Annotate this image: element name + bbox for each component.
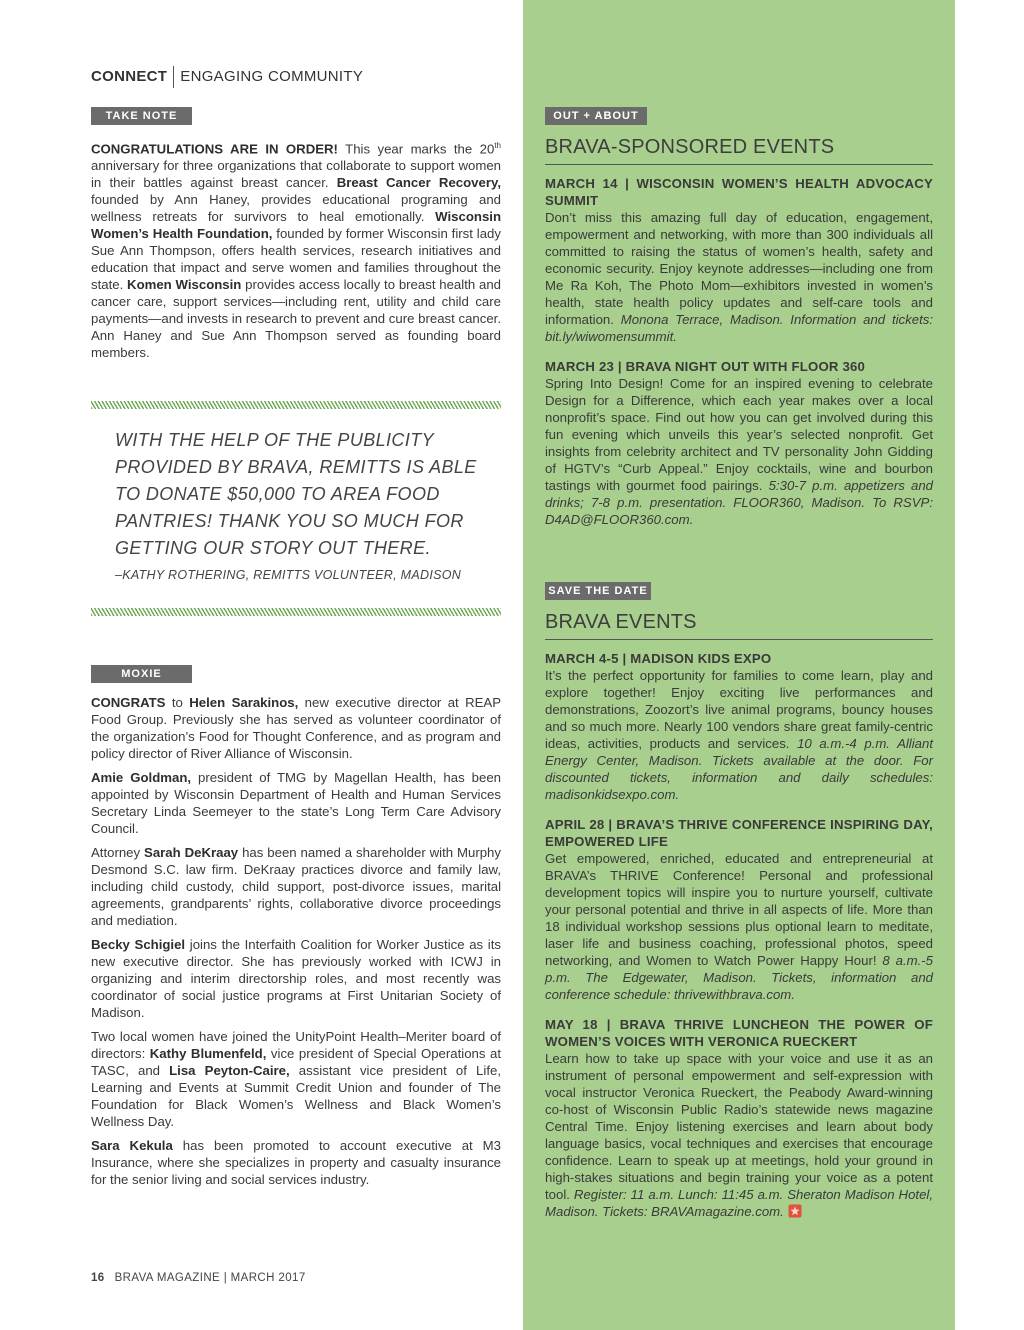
text-run: has been named a shareholder with Murphy Desmond S.C. law firm. DeKraay practices divorce and family law, including child custody, child support, post-divorce issues, marital agreements, grandparents’ rights, collaborative divorce proceedings and mediation. bbox=[91, 845, 501, 928]
brava-end-mark-icon bbox=[788, 1204, 802, 1218]
event-item bbox=[545, 358, 933, 528]
text-run: Two local women have joined the UnityPoint Health–Meriter board of directors: bbox=[91, 1029, 501, 1061]
page-footer bbox=[91, 1272, 306, 1284]
moxie-tag: MOXIE bbox=[91, 665, 192, 683]
moxie-paragraph bbox=[91, 844, 501, 929]
person-name: Sarah DeKraay bbox=[144, 845, 239, 860]
save-the-date-tag: SAVE THE DATE bbox=[545, 582, 651, 600]
moxie-paragraph bbox=[91, 769, 501, 837]
person-name: Sara Kekula bbox=[91, 1138, 173, 1153]
take-note-paragraph bbox=[91, 137, 501, 361]
text-run: founded by former Wisconsin first lady Sue Ann Thompson, offers health services, research initiatives and education that impact and serve women and families throughout the state. bbox=[91, 226, 501, 293]
event-details: 5:30-7 p.m. appetizers and drinks; 7-8 p.m. presentation. FLOOR360, Madison. To RSVP: D4AD@FLOOR360.com. bbox=[545, 478, 933, 527]
quote-attribution: –KATHY ROTHERING, REMITTS VOLUNTEER, MADISON bbox=[115, 568, 462, 582]
text-run: president of TMG by Magellan Health, has been appointed by Wisconsin Department of Health and Human Services Secretary Linda Seemeyer to the state’s Long Term Care Advisory Council. bbox=[91, 770, 501, 836]
page-number: 16 bbox=[91, 1272, 105, 1284]
person-name: Becky Schigiel bbox=[91, 937, 186, 952]
moxie-paragraph bbox=[91, 936, 501, 1021]
text-run: founded by Ann Haney, provides educational programing and wellness retreats for survivors to heal emotionally. bbox=[91, 192, 501, 225]
brava-events-title: BRAVA EVENTS bbox=[545, 611, 933, 640]
take-note-article bbox=[91, 137, 501, 368]
event-description: Learn how to take up space with your voice and use it as an instrument of personal empowerment and self-expression with vocal instructor Veronica Rueckert, the Peabody Award-winning co-host of Wisconsin Public Radio’s statewide news magazine Central Time. Enjoy listening exercises and learn about body language basics, vocal techniques and exercises that encourage confidence. Learn to speak up at meetings, hold your ground in high-stakes situations and begin training your voice as a potent tool. bbox=[545, 1051, 933, 1202]
moxie-paragraph bbox=[91, 1028, 501, 1130]
event-item bbox=[545, 175, 933, 345]
event-item bbox=[545, 650, 933, 803]
brava-events-list bbox=[545, 650, 933, 1233]
event-body bbox=[545, 1050, 933, 1220]
text-run: joins the Interfaith Coalition for Worker Justice as its new executive director. She has previously worked with ICWJ in organizing and interim directorship roles, and most recently was coordinator of social justice programs at First Unitarian Society of Madison. bbox=[91, 937, 501, 1020]
event-heading: MARCH 23 | BRAVA NIGHT OUT WITH FLOOR 360 bbox=[545, 359, 866, 374]
text-run: Attorney bbox=[91, 845, 145, 860]
event-details: 10 a.m.-4 p.m. Alliant Energy Center, Madison. Tickets available at the door. For discounted tickets, information and daily schedules: madisonkidsexpo.com. bbox=[545, 736, 933, 802]
text-run: has been promoted to account executive at M3 Insurance, where she specializes in property and casualty insurance for the senior living and social services industry. bbox=[91, 1138, 501, 1187]
header-divider bbox=[173, 66, 174, 88]
moxie-article bbox=[91, 694, 501, 1195]
bold-run: CONGRATS bbox=[91, 695, 166, 710]
text-run: to bbox=[165, 695, 190, 710]
sponsored-events-list bbox=[545, 175, 933, 541]
event-body bbox=[545, 850, 933, 1003]
person-name: Kathy Blumenfeld, bbox=[149, 1046, 267, 1061]
event-body bbox=[545, 209, 933, 345]
person-name: Amie Goldman, bbox=[91, 770, 192, 785]
org-name: Wisconsin Women’s Health Foundation, bbox=[91, 209, 501, 242]
org-name: Komen Wisconsin bbox=[127, 277, 242, 293]
event-description: It’s the perfect opportunity for families to come learn, play and explore together! Enjoy exciting live performances and demonstrations, Zoozort’s live animal programs, bouncy houses and so much more. Nearly 100 vendors share great family-centric ideas, activities, products and services. bbox=[545, 668, 933, 751]
event-item bbox=[545, 1016, 933, 1220]
text-run: anniversary for three organizations that collaborate to support women in their battles against breast cancer. bbox=[91, 158, 501, 191]
event-heading: MAY 18 | BRAVA THRIVE LUNCHEON THE POWER OF WOMEN’S VOICES WITH VERONICA RUECKERT bbox=[545, 1017, 933, 1049]
event-description: Don’t miss this amazing full day of education, engagement, empowerment and networking, with more than 300 individuals all committed to raising the status of women’s health, safety and economic security. Enjoy keynote addresses—including one from Me Ra Koh, The Photo Mom—exhibitors invested in women’s health, state health policy updates and self-care tools and information. bbox=[545, 210, 933, 327]
event-heading: APRIL 28 | BRAVA’S THRIVE CONFERENCE INSPIRING DAY, EMPOWERED LIFE bbox=[545, 817, 933, 849]
event-details: Monona Terrace, Madison. Information and tickets: bit.ly/wiwomensummit. bbox=[545, 312, 933, 344]
text-run: This year marks the 20 bbox=[337, 141, 495, 157]
out-about-tag: OUT + ABOUT bbox=[545, 107, 647, 125]
subsection-name: ENGAGING COMMUNITY bbox=[180, 67, 364, 85]
event-description: Spring Into Design! Come for an inspired evening to celebrate Design for a Difference, which each year makes over a local nonprofit’s space. Find out how you can get involved during this fun evening which unveils this year’s selected nonprofit. Get insights from celebrity architect and TV personality John Gidding of HGTV’s “Curb Appeal.” Enjoy cocktails, wine and bourbon tastings with gourmet food pairings. bbox=[545, 376, 933, 493]
superscript: th bbox=[494, 141, 501, 150]
org-name: Breast Cancer Recovery, bbox=[336, 175, 501, 191]
lead-bold: CONGRATULATIONS ARE IN ORDER! bbox=[91, 141, 338, 157]
pull-quote: WITH THE HELP OF THE PUBLICITY PROVIDED BY BRAVA, REMITTS IS ABLE TO DONATE $50,000 TO AREA FOOD PANTRIES! THANK YOU SO MUCH FOR GETTING OUR STORY OUT THERE. bbox=[115, 430, 477, 558]
event-details: Register: 11 a.m. Lunch: 11:45 a.m. Sheraton Madison Hotel, Madison. Tickets: BRAVAmagazine.com. bbox=[545, 1187, 934, 1219]
text-run: assistant vice president of Life, Learning and Events at Summit Credit Union and founder of The Foundation for Black Women’s Wellness and Black Women’s Wellness Day. bbox=[91, 1063, 501, 1129]
hatch-divider-top bbox=[91, 401, 501, 409]
moxie-paragraph bbox=[91, 694, 501, 762]
event-body bbox=[545, 667, 933, 803]
event-heading: MARCH 14 | WISCONSIN WOMEN’S HEALTH ADVOCACY SUMMIT bbox=[545, 176, 933, 208]
event-item bbox=[545, 816, 933, 1003]
sponsored-events-title: BRAVA-SPONSORED EVENTS bbox=[545, 136, 933, 165]
hatch-divider-bottom bbox=[91, 608, 501, 616]
event-heading: MARCH 4-5 | MADISON KIDS EXPO bbox=[545, 651, 772, 666]
section-name: CONNECT bbox=[91, 67, 168, 85]
section-header bbox=[91, 66, 363, 88]
text-run: provides access locally to breast health and cancer care, support services—including rent, utility and child care payments—and invests in research to prevent and cure breast cancer. Ann Haney and Sue Ann Thompson served as founding board members. bbox=[91, 277, 501, 361]
event-body bbox=[545, 375, 933, 528]
take-note-tag: TAKE NOTE bbox=[91, 107, 192, 125]
event-details: 8 a.m.-5 p.m. The Edgewater, Madison. Tickets, information and conference schedule: thrivewithbrava.com. bbox=[545, 953, 934, 1002]
text-run: new executive director at REAP Food Group. Previously she has served as volunteer coordinator of the organization’s Food for Thought Conference, and as program and policy director of River Alliance of Wisconsin. bbox=[91, 695, 502, 761]
publication-info: BRAVA MAGAZINE | MARCH 2017 bbox=[114, 1272, 306, 1284]
event-description: Get empowered, enriched, educated and entrepreneurial at BRAVA’s THRIVE Conference! Personal and professional development topics will inspire you to nurture yourself, cultivate your personal potential and thrive in all aspects of life. More than 18 individual workshop sessions plus optional learn to meditate, laser life and business coaching, professional photos, speed networking, and Women to Watch Power Happy Hour! bbox=[545, 851, 933, 968]
person-name: Lisa Peyton-Caire, bbox=[169, 1063, 290, 1078]
person-name: Helen Sarakinos, bbox=[189, 695, 299, 710]
text-run: vice president of Special Operations at TASC, and bbox=[91, 1046, 501, 1078]
moxie-paragraph bbox=[91, 1137, 501, 1188]
